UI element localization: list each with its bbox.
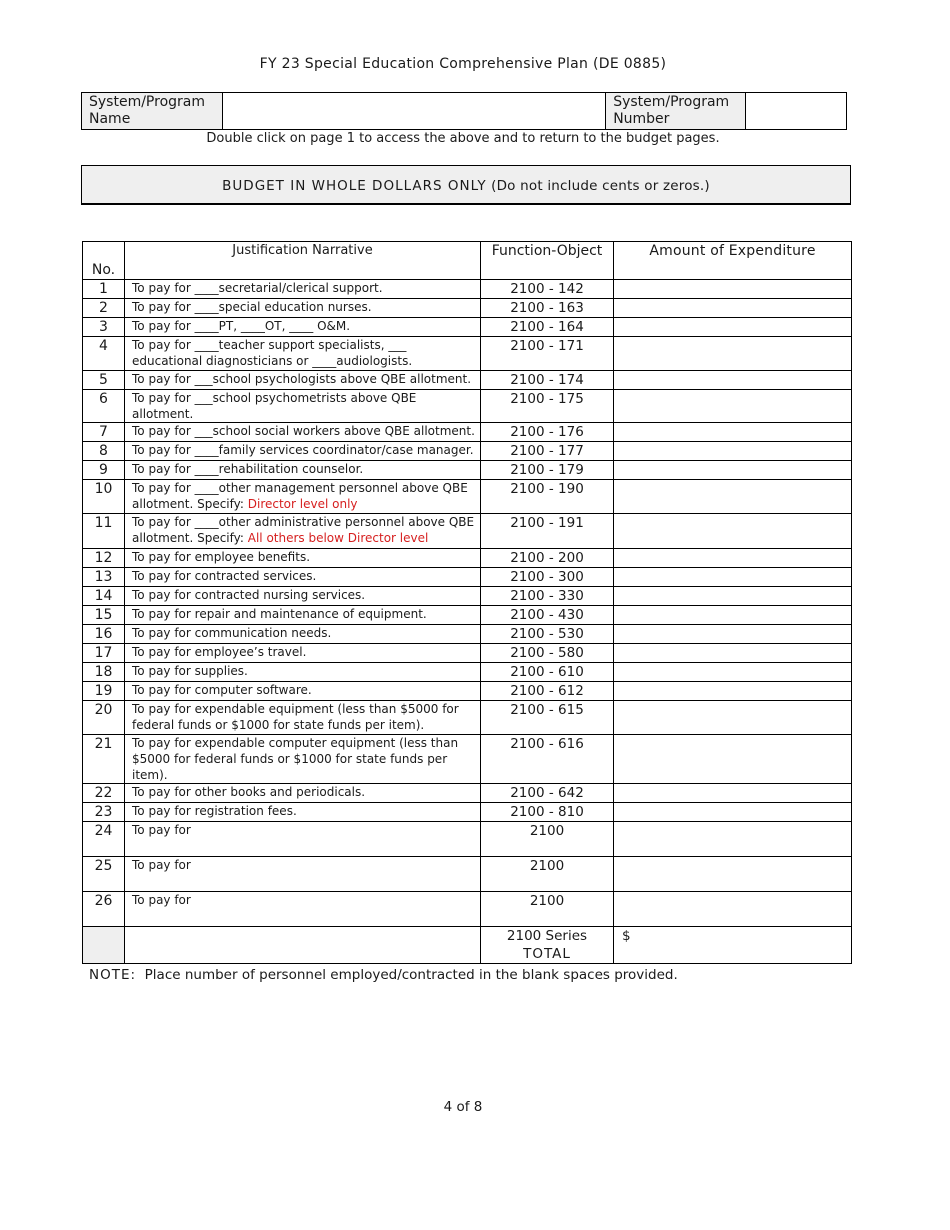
row-amount-field[interactable]: [614, 549, 852, 568]
total-label-line1: 2100 Series: [506, 928, 588, 944]
row-amount-field[interactable]: [614, 822, 852, 857]
row-justification: [125, 803, 481, 822]
row-justification: [125, 514, 481, 549]
table-row: [83, 461, 852, 480]
table-row: [83, 280, 852, 299]
row-amount-field[interactable]: [614, 280, 852, 299]
row-number: 26: [83, 892, 125, 927]
row-number: 16: [83, 625, 125, 644]
row-amount-field[interactable]: [614, 701, 852, 735]
row-number: 22: [83, 784, 125, 803]
system-info-table: [81, 92, 847, 130]
row-function-object: 2100: [481, 822, 614, 857]
footnote-text: Place number of personnel employed/contracted in the blank spaces provided.: [144, 967, 678, 983]
row-amount-field[interactable]: [614, 514, 852, 549]
row-amount-field[interactable]: [614, 568, 852, 587]
row-number: 6: [83, 390, 125, 423]
document-title: FY 23 Special Education Comprehensive Plan (DE 0885): [259, 56, 667, 72]
row-number: 18: [83, 663, 125, 682]
row-function-object: 2100 - 612: [481, 682, 614, 701]
table-row: [83, 735, 852, 784]
row-function-object: 2100 - 142: [481, 280, 614, 299]
column-header-justification: Justification Narrative: [125, 242, 481, 280]
column-header-no: No.: [83, 242, 125, 280]
row-function-object: 2100 - 200: [481, 549, 614, 568]
row-function-object: 2100 - 580: [481, 644, 614, 663]
column-header-amount: Amount of Expenditure: [614, 242, 852, 280]
row-justification-text: To pay for other books and periodicals.: [132, 785, 366, 799]
row-function-object: 2100 - 330: [481, 587, 614, 606]
table-row: [83, 514, 852, 549]
total-row-justification-cell: [125, 927, 481, 964]
row-number: 13: [83, 568, 125, 587]
row-justification-text: To pay for communication needs.: [132, 626, 332, 640]
row-justification: [125, 663, 481, 682]
row-amount-field[interactable]: [614, 857, 852, 892]
row-justification-text: To pay for: [132, 893, 191, 907]
row-justification: [125, 701, 481, 735]
row-justification-text: To pay for ____family services coordinator/case manager.: [132, 443, 474, 457]
row-justification: [125, 423, 481, 442]
row-justification-text: To pay for employee’s travel.: [132, 645, 307, 659]
row-amount-field[interactable]: [614, 735, 852, 784]
table-row: [83, 784, 852, 803]
table-row: [83, 299, 852, 318]
table-row: [83, 625, 852, 644]
row-justification: [125, 318, 481, 337]
footnote-label: NOTE:: [89, 967, 137, 983]
system-program-name-label: System/Program Name: [82, 93, 223, 130]
row-amount-field[interactable]: [614, 625, 852, 644]
row-amount-field[interactable]: [614, 606, 852, 625]
row-function-object: 2100 - 175: [481, 390, 614, 423]
row-justification: [125, 337, 481, 371]
row-function-object: 2100: [481, 892, 614, 927]
row-function-object: 2100 - 176: [481, 423, 614, 442]
row-justification-text: To pay for expendable computer equipment (less than $5000 for federal funds or $1000 for state funds per item).: [132, 736, 459, 782]
table-row: [83, 371, 852, 390]
row-function-object: 2100 - 163: [481, 299, 614, 318]
budget-table: [82, 241, 852, 964]
row-number: 3: [83, 318, 125, 337]
row-justification-text: To pay for ____other management personnel above QBE allotment. Specify:: [132, 481, 468, 511]
row-function-object: 2100 - 615: [481, 701, 614, 735]
table-row: [83, 857, 852, 892]
row-justification-text: To pay for contracted services.: [132, 569, 317, 583]
row-number: 9: [83, 461, 125, 480]
row-justification-text: To pay for: [132, 823, 191, 837]
row-number: 19: [83, 682, 125, 701]
instruction-text: Double click on page 1 to access the above and to return to the budget pages.: [206, 131, 720, 146]
row-number: 10: [83, 480, 125, 514]
row-justification-text: To pay for ____rehabilitation counselor.: [132, 462, 364, 476]
total-label-line2: TOTAL: [523, 946, 571, 962]
system-program-number-label: System/Program Number: [606, 93, 746, 130]
row-justification: [125, 784, 481, 803]
row-number: 12: [83, 549, 125, 568]
row-justification-text: To pay for ____teacher support specialists, ___ educational diagnosticians or ____audiologists.: [132, 338, 413, 368]
row-number: 24: [83, 822, 125, 857]
footnote: [89, 967, 678, 983]
row-number: 23: [83, 803, 125, 822]
row-amount-field[interactable]: [614, 318, 852, 337]
row-number: 14: [83, 587, 125, 606]
row-justification: [125, 280, 481, 299]
row-justification-text: To pay for ____PT, ____OT, ____ O&M.: [132, 319, 351, 333]
row-amount-field[interactable]: [614, 480, 852, 514]
column-header-function-object: Function-Object: [481, 242, 614, 280]
row-justification: [125, 892, 481, 927]
row-amount-field[interactable]: [614, 390, 852, 423]
row-justification: [125, 606, 481, 625]
budget-notice: [81, 165, 851, 205]
row-justification-text: To pay for ___school social workers above QBE allotment.: [132, 424, 475, 438]
system-program-name-field[interactable]: [222, 93, 605, 130]
row-specify-text: Director level only: [247, 497, 358, 511]
row-function-object: 2100 - 164: [481, 318, 614, 337]
row-justification: [125, 587, 481, 606]
row-amount-field[interactable]: [614, 461, 852, 480]
row-justification-text: To pay for ___school psychometrists above QBE allotment.: [132, 391, 417, 421]
row-justification: [125, 299, 481, 318]
row-justification-text: To pay for ____other administrative personnel above QBE allotment. Specify:: [132, 515, 475, 545]
row-function-object: 2100 - 190: [481, 480, 614, 514]
budget-notice-rest: (Do not include cents or zeros.): [491, 178, 710, 194]
row-justification: [125, 442, 481, 461]
row-number: 5: [83, 371, 125, 390]
row-number: 15: [83, 606, 125, 625]
row-justification: [125, 390, 481, 423]
table-row: [83, 442, 852, 461]
row-justification: [125, 480, 481, 514]
row-function-object: 2100 - 610: [481, 663, 614, 682]
row-amount-field[interactable]: [614, 682, 852, 701]
row-number: 17: [83, 644, 125, 663]
row-function-object: 2100 - 430: [481, 606, 614, 625]
row-function-object: 2100: [481, 857, 614, 892]
row-justification: [125, 682, 481, 701]
table-row: [83, 423, 852, 442]
row-justification: [125, 735, 481, 784]
row-justification-text: To pay for ___school psychologists above QBE allotment.: [132, 372, 472, 386]
row-justification: [125, 461, 481, 480]
row-justification-text: To pay for ____special education nurses.: [132, 300, 372, 314]
table-row: [83, 822, 852, 857]
row-amount-field[interactable]: [614, 423, 852, 442]
row-justification-text: To pay for computer software.: [132, 683, 312, 697]
row-number: 4: [83, 337, 125, 371]
row-justification-text: To pay for expendable equipment (less than $5000 for federal funds or $1000 for state funds per item).: [132, 702, 459, 732]
row-justification-text: To pay for: [132, 858, 191, 872]
table-row: [83, 587, 852, 606]
row-amount-field[interactable]: [614, 587, 852, 606]
row-justification: [125, 857, 481, 892]
table-row: [83, 701, 852, 735]
row-function-object: 2100 - 810: [481, 803, 614, 822]
row-function-object: 2100 - 616: [481, 735, 614, 784]
row-function-object: 2100 - 171: [481, 337, 614, 371]
row-amount-field[interactable]: [614, 784, 852, 803]
row-number: 8: [83, 442, 125, 461]
budget-notice-caps: BUDGET IN WHOLE DOLLARS ONLY: [222, 178, 487, 194]
row-function-object: 2100 - 177: [481, 442, 614, 461]
row-amount-field[interactable]: [614, 644, 852, 663]
row-specify-text: All others below Director level: [247, 531, 429, 545]
row-justification: [125, 568, 481, 587]
row-justification: [125, 549, 481, 568]
table-row: [83, 568, 852, 587]
table-row: [83, 606, 852, 625]
table-row: [83, 644, 852, 663]
table-row: [83, 337, 852, 371]
row-number: 20: [83, 701, 125, 735]
row-justification: [125, 822, 481, 857]
row-function-object: 2100 - 174: [481, 371, 614, 390]
row-justification-text: To pay for supplies.: [132, 664, 248, 678]
row-function-object: 2100 - 300: [481, 568, 614, 587]
table-row: [83, 549, 852, 568]
row-function-object: 2100 - 530: [481, 625, 614, 644]
row-number: 11: [83, 514, 125, 549]
row-number: 2: [83, 299, 125, 318]
row-amount-field[interactable]: [614, 803, 852, 822]
row-justification-text: To pay for ____secretarial/clerical support.: [132, 281, 383, 295]
row-number: 7: [83, 423, 125, 442]
row-justification-text: To pay for registration fees.: [132, 804, 297, 818]
total-row-no-cell: [83, 927, 125, 964]
row-justification: [125, 371, 481, 390]
row-justification-text: To pay for employee benefits.: [132, 550, 311, 564]
table-row: [83, 682, 852, 701]
row-function-object: 2100 - 642: [481, 784, 614, 803]
total-label: [481, 927, 614, 964]
row-number: 1: [83, 280, 125, 299]
table-row: [83, 803, 852, 822]
row-justification: [125, 644, 481, 663]
row-amount-field[interactable]: [614, 371, 852, 390]
row-number: 25: [83, 857, 125, 892]
row-function-object: 2100 - 179: [481, 461, 614, 480]
total-currency: $: [622, 928, 631, 944]
row-amount-field[interactable]: [614, 663, 852, 682]
row-function-object: 2100 - 191: [481, 514, 614, 549]
row-justification: [125, 625, 481, 644]
system-program-number-field[interactable]: [746, 93, 847, 130]
table-row: [83, 390, 852, 423]
row-amount-field[interactable]: [614, 892, 852, 927]
row-amount-field[interactable]: [614, 442, 852, 461]
row-justification-text: To pay for repair and maintenance of equipment.: [132, 607, 427, 621]
table-row: [83, 892, 852, 927]
row-number: 21: [83, 735, 125, 784]
total-amount-field[interactable]: [614, 927, 852, 964]
page-number: 4 of 8: [443, 1099, 483, 1115]
row-justification-text: To pay for contracted nursing services.: [132, 588, 366, 602]
row-amount-field[interactable]: [614, 337, 852, 371]
table-row: [83, 480, 852, 514]
table-row: [83, 663, 852, 682]
table-row: [83, 318, 852, 337]
row-amount-field[interactable]: [614, 299, 852, 318]
